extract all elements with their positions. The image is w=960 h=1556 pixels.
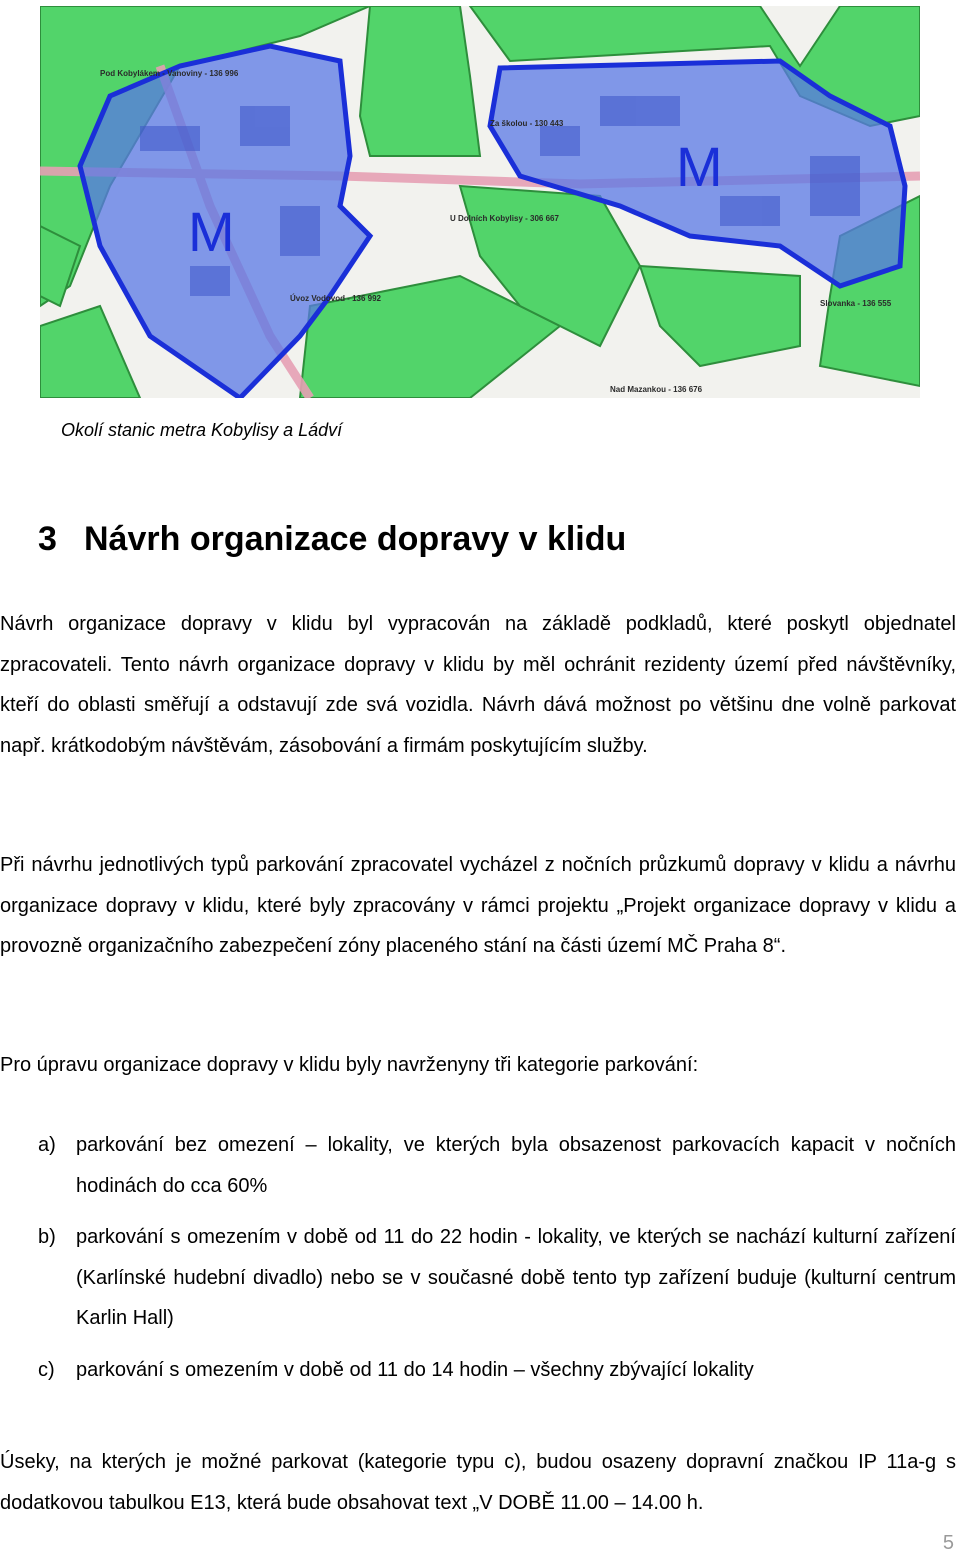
stop-label-4: Úvoz Vodovod - 136 992 (290, 294, 381, 303)
list-item (38, 1125, 956, 1206)
list-item (38, 1217, 956, 1339)
stop-label-6: Nad Mazankou - 136 676 (610, 385, 703, 394)
zone-label-right: M (676, 135, 723, 198)
page-number: 5 (942, 1532, 954, 1554)
stop-label-5: Slovanka - 136 555 (820, 299, 892, 308)
stop-label-3: U Dolních Kobylisy - 306 667 (450, 214, 559, 223)
section-title: Návrh organizace dopravy v klidu (84, 520, 627, 558)
zone-label-left: M (188, 200, 235, 263)
paragraph-4: Úseky, na kterých je možné parkovat (kategorie typu c), budou osazeny dopravní značkou IP 11a-g s dodatkovou tabulkou E13, která bude obsahovat text „V DOBĚ 11.00 – 14.00 h. (0, 1451, 956, 1514)
list-item-text: parkování bez omezení – lokality, ve kterých byla obsazenost parkovacích kapacit v nočních hodinách do cca 60% (76, 1134, 956, 1197)
paragraph-2: Při návrhu jednotlivých typů parkování zpracovatel vycházel z nočních průzkumů dopravy v klidu a návrhu organizace dopravy v klidu, které byly zpracovány v rámci projektu „Projekt organizace dopravy v klidu a provozně organizačního zabezpečení zóny placeného stání na části území MČ Praha 8“. (0, 854, 956, 957)
stop-label-2: Za školou - 130 443 (490, 119, 564, 128)
paragraph-3: Pro úpravu organizace dopravy v klidu byly navrženyny tři kategorie parkování: (0, 1054, 699, 1076)
list-item-text: parkování s omezením v době od 11 do 14 hodin – všechny zbývající lokality (76, 1359, 754, 1381)
section-heading (38, 520, 626, 559)
paragraph-1: Návrh organizace dopravy v klidu byl vypracován na základě podkladů, které poskytl objednatel zpracovateli. Tento návrh organizace dopravy v klidu by měl ochránit rezidenty území před návštěvníky, kteří do oblasti směřují a odstavují zde svá vozidla. Návrh dává možnost po většinu dne volně parkovat např. krátkodobým návštěvám, zásobování a firmám poskytujícím služby. (0, 613, 956, 757)
section-number: 3 (38, 520, 57, 558)
figure-caption: Okolí stanic metra Kobylisy a Ládví (61, 420, 343, 440)
list-item-label: c) (38, 1359, 55, 1381)
metro-area-map (40, 6, 920, 398)
list-item-text: parkování s omezením v době od 11 do 22 hodin - lokality, ve kterých se nachází kulturní zařízení (Karlínské hudební divadlo) nebo se v současné době tento typ zařízení buduje (kulturní centrum Karlin Hall) (76, 1226, 956, 1329)
list-item (38, 1350, 956, 1391)
list-item-label: b) (38, 1226, 56, 1248)
stop-label-1: Pod Kobylákem - Vanoviny - 136 996 (100, 69, 239, 78)
list-item-label: a) (38, 1134, 56, 1156)
